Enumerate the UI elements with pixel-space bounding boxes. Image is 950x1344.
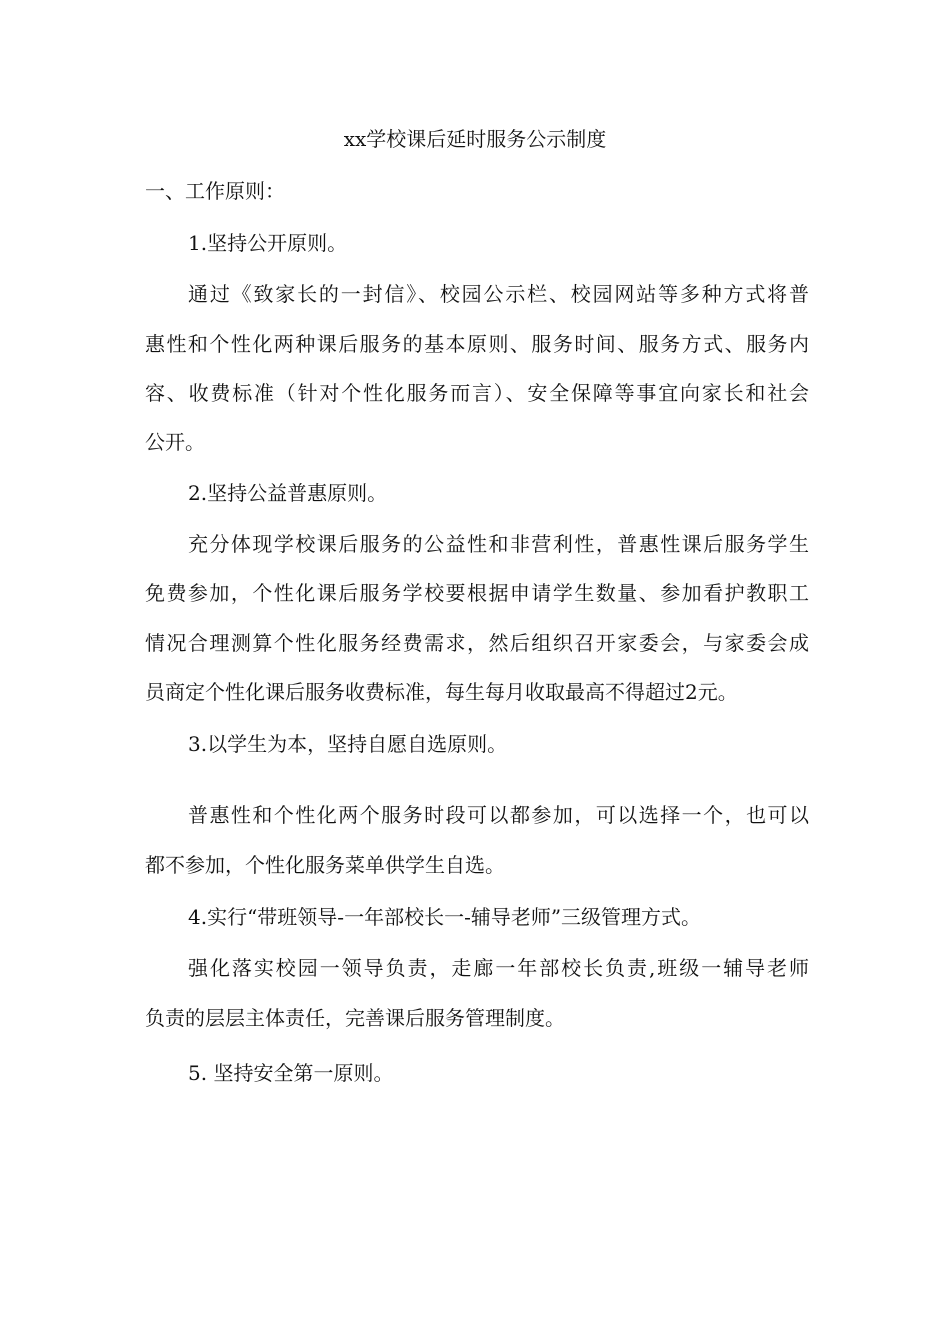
paragraph-line: 公开。 (145, 430, 205, 454)
paragraph-line: 容、收费标准（针对个性化服务而言）、安全保障等事宜向家长和社会 (145, 381, 809, 405)
paragraph-line: 充分体现学校课后服务的公益性和非营利性，普惠性课后服务学生 (188, 532, 809, 556)
item-heading: 2.坚持公益普惠原则。 (188, 481, 388, 505)
paragraph-line: 都不参加，个性化服务菜单供学生自选。 (145, 853, 505, 877)
paragraph-line: 惠性和个性化两种课后服务的基本原则、服务时间、服务方式、服务内 (145, 332, 809, 356)
document-title: xx学校课后延时服务公示制度 (343, 127, 607, 151)
item-heading: 1.坚持公开原则。 (188, 231, 348, 255)
paragraph-line: 员商定个性化课后服务收费标准，每生每月收取最高不得超过2元。 (145, 680, 738, 704)
paragraph-line: 情况合理测算个性化服务经费需求，然后组织召开家委会，与家委会成 (145, 631, 809, 655)
paragraph-line: 普惠性和个性化两个服务时段可以都参加，可以选择一个，也可以 (188, 803, 809, 827)
item-heading: 3.以学生为本，坚持自愿自选原则。 (188, 732, 508, 756)
paragraph-line: 免费参加，个性化课后服务学校要根据申请学生数量、参加看护教职工 (145, 581, 809, 605)
item-heading: 4.实行“带班领导-一年部校长一-辅导老师”三级管理方式。 (188, 905, 702, 929)
paragraph-line: 强化落实校园一领导负责，走廊一年部校长负责,班级一辅导老师 (188, 956, 809, 980)
item-heading: 5. 坚持安全第一原则。 (188, 1061, 394, 1085)
paragraph-line: 通过《致家长的一封信》、校园公示栏、校园网站等多种方式将普 (188, 282, 809, 306)
paragraph-line: 负责的层层主体责任，完善课后服务管理制度。 (145, 1006, 565, 1030)
section-heading: 一、工作原则： (145, 179, 285, 203)
